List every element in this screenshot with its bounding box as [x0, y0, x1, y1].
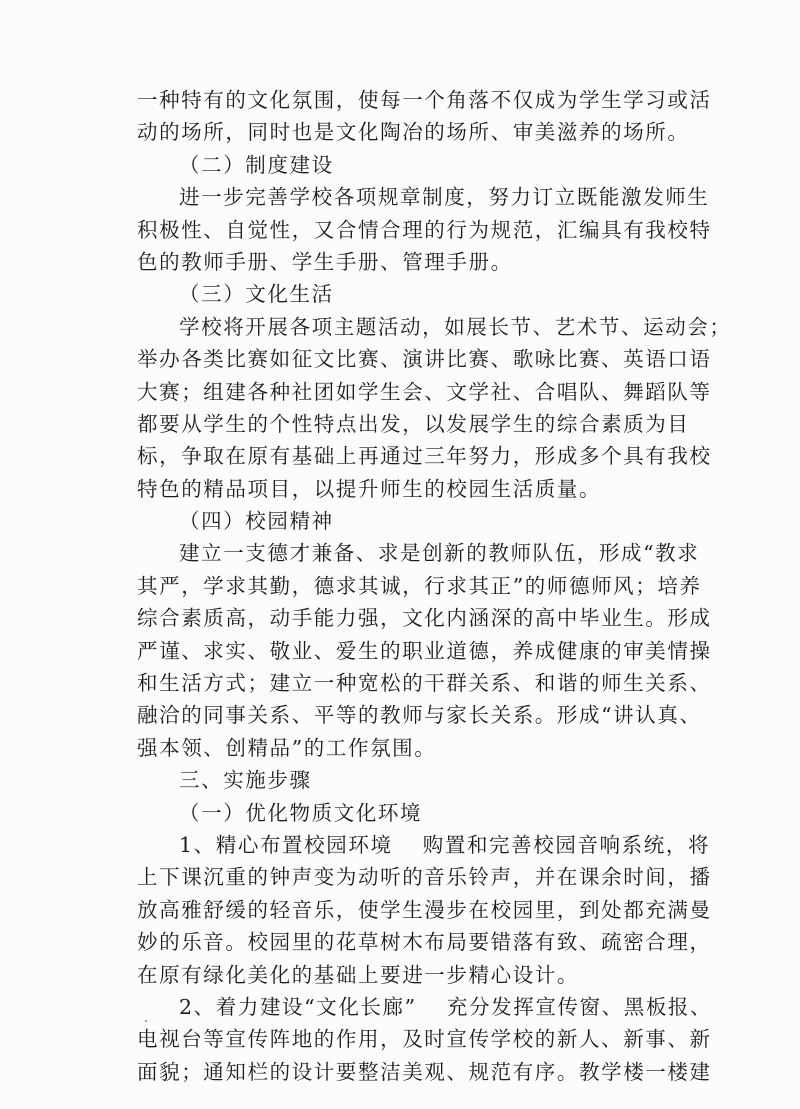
text-line: 严谨、求实、敬业、爱生的职业道德，养成健康的审美情操 [137, 638, 712, 663]
text-line: 其严，学求其勤，德求其诚，行求其正”的师德师风；培养 [137, 573, 702, 598]
text-line: 大赛；组建各种社团如学生会、文学社、合唱队、舞蹈队等 [137, 379, 712, 404]
text-line: 特色的精品项目，以提升师生的校园生活质量。 [137, 476, 602, 501]
section-heading-environment: （一）优化物质文化环境 [179, 800, 423, 825]
section-heading-implementation: 三、实施步骤 [179, 768, 312, 793]
text-line: 在原有绿化美化的基础上要进一步精心设计。 [137, 962, 579, 987]
text-line: 色的教师手册、学生手册、管理手册。 [137, 249, 513, 274]
text-line: 妙的乐音。校园里的花草树木布局要错落有致、疏密合理， [137, 930, 712, 955]
text-line: 学校将开展各项主题活动，如展长节、艺术节、运动会； [179, 314, 732, 339]
text-line: 电视台等宣传阵地的作用，及时宣传学校的新人、新事、新 [137, 1027, 712, 1052]
text-line: 融洽的同事关系、平等的教师与家长关系。形成“讲认真、 [137, 703, 702, 728]
section-heading-system: （二）制度建设 [179, 152, 334, 177]
text-line: 和生活方式；建立一种宽松的干群关系、和谐的师生关系、 [137, 671, 712, 696]
text-line: 建立一支德才兼备、求是创新的教师队伍，形成“教求 [179, 541, 700, 566]
text-line: 一种特有的文化氛围，使每一个角落不仅成为学生学习或活 [137, 88, 712, 112]
text-line: 面貌；通知栏的设计要整洁美观、规范有序。教学楼一楼建 [137, 1059, 712, 1084]
text-line: 2、着力建设“文化长廊” 充分发挥宣传窗、黑板报、 [179, 994, 713, 1019]
text-line: 举办各类比赛如征文比赛、演讲比赛、歌咏比赛、英语口语 [137, 347, 712, 372]
text-line: 积极性、自觉性，又合情合理的行为规范，汇编具有我校特 [137, 217, 712, 242]
section-heading-campus-spirit: （四）校园精神 [179, 509, 334, 534]
text-line: 上下课沉重的钟声变为动听的音乐铃声，并在课余时间，播 [137, 865, 712, 890]
document-body [137, 84, 732, 1088]
text-line: 1、精心布置校园环境 购置和完善校园音响系统，将 [179, 832, 711, 857]
text-line: 放高雅舒缓的轻音乐，使学生漫步在校园里，到处都充满曼 [137, 897, 712, 922]
text-line: 强本领、创精品”的工作氛围。 [137, 735, 437, 760]
text-line: 进一步完善学校各项规章制度，努力订立既能激发师生 [179, 185, 710, 210]
text-line: 综合素质高，动手能力强，文化内涵深的高中毕业生。形成 [137, 606, 712, 631]
text-line: 标，争取在原有基础上再通过三年努力，形成多个具有我校 [137, 444, 712, 469]
text-line: 动的场所，同时也是文化陶冶的场所、审美滋养的场所。 [137, 120, 690, 145]
section-heading-culture-life: （三）文化生活 [179, 282, 334, 307]
scan-speck [145, 1020, 147, 1022]
text-line: 都要从学生的个性特点出发，以发展学生的综合素质为目 [137, 411, 690, 436]
